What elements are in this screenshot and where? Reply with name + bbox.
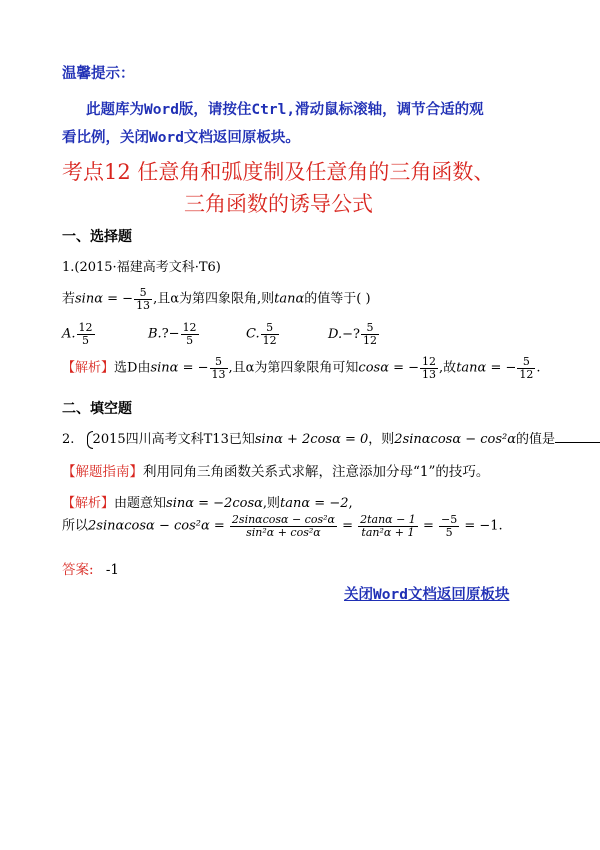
q2-derivation-expr: 2sinαcosα − cos²α = (88, 518, 229, 534)
q2-f1-den: sin²α + cos²α (246, 525, 321, 539)
option-den: 5 (186, 333, 194, 347)
q2-answer (62, 558, 119, 578)
q1-stem-fraction (134, 287, 152, 311)
q1-analysis-cos: cosα (358, 360, 389, 376)
q2-analysis (62, 492, 353, 511)
q2-hint (62, 460, 489, 480)
q1-option-c (246, 322, 328, 346)
q2-answer-value: -1 (105, 562, 120, 578)
option-num: 12 (78, 321, 93, 334)
option-label: B. (148, 326, 162, 342)
option-den: 5 (82, 333, 90, 347)
page-title-line-1: 考点12 任意角和弧度制及任意角的三角函数、 (62, 160, 495, 184)
q1-analysis-mid: ,且α为第四象限角可知 (228, 360, 359, 376)
option-num: 5 (361, 322, 379, 335)
q2-f1-num: 2sinαcosα − cos²α (231, 513, 335, 526)
option-num: 12 (182, 321, 197, 334)
option-prefix: −? (342, 326, 360, 342)
q1-options (62, 322, 380, 346)
option-label: A. (62, 326, 76, 342)
q1-analysis-eq2: = − (388, 360, 420, 376)
q2-analysis-prefix: 由题意知 (114, 496, 167, 511)
q1-stem-sin: sinα (75, 291, 103, 307)
q2-analysis-expr2: tanα = −2 (280, 496, 349, 511)
option-prefix: ?− (161, 326, 180, 342)
q1-stem-tan: tanα (274, 291, 305, 307)
q2-final: = −1. (460, 518, 503, 534)
option-den: 12 (262, 333, 277, 347)
q2-analysis-expr: sinα = −2cosα (166, 496, 263, 511)
q1-option-b (148, 322, 246, 346)
q1-analysis-f2-den: 13 (422, 367, 437, 381)
q2-number: 2. (62, 432, 75, 447)
q1-stem-mid: ,且α为第四象限角,则 (153, 291, 275, 307)
q1-analysis-f3-den: 12 (519, 367, 534, 381)
q2-answer-blank (555, 431, 600, 443)
q1-analysis-sin: sinα (150, 360, 179, 376)
q2-f3-den: 5 (445, 525, 453, 539)
q2-eq2: = (337, 518, 358, 534)
page-title-line-2: 三角函数的诱导公式 (184, 192, 373, 216)
q1-source: 1.(2015·福建高考文科·T6) (62, 260, 221, 275)
q1-analysis-f1-num: 5 (210, 356, 228, 369)
q1-analysis-end: . (536, 360, 541, 376)
q2-analysis-tag: 【解析】 (62, 496, 115, 511)
q2-hint-tag: 【解题指南】 (62, 464, 143, 480)
q1-analysis-prefix: 选D由 (114, 360, 151, 376)
q1-stem-eq: = − (103, 291, 134, 307)
close-document-link[interactable]: 关闭Word文档返回原板块 (344, 587, 510, 603)
q2-stem-expr2: 2sinαcosα − cos²α (394, 432, 517, 447)
q1-analysis-f2-num: 12 (422, 355, 437, 368)
q2-stem-suffix: 的值是 (516, 432, 556, 447)
q2-hint-text: 利用同角三角函数关系式求解，注意添加分母“1”的技巧。 (143, 464, 490, 480)
option-den: 12 (362, 333, 377, 347)
section-heading-choice: 一、选择题 (62, 229, 132, 245)
q2-stem-prefix: 已知 (228, 432, 255, 447)
q2-derivation (62, 514, 503, 538)
q1-analysis-eq1: = − (178, 360, 209, 376)
q1-option-a (62, 322, 148, 346)
q2-f3-num: −5 (440, 513, 458, 526)
q2-f2-den: tan²α + 1 (361, 525, 415, 539)
q2-answer-label: 答案: (62, 562, 94, 578)
section-heading-fill: 二、填空题 (62, 401, 132, 417)
option-num: 5 (261, 322, 279, 335)
q1-analysis-so: ,故 (439, 360, 457, 376)
q1-stem-frac-den: 13 (136, 298, 151, 312)
q2-stem-expr: sinα + 2cosα = 0 (254, 432, 369, 447)
tip-heading: 温馨提示： (62, 66, 135, 82)
q1-analysis-tan: tanα (456, 360, 487, 376)
tip-line-1: 此题库为Word版，请按住Ctrl,滑动鼠标滚轴，调节合适的观 (86, 102, 484, 118)
option-label: D. (328, 326, 343, 342)
q2-analysis-mid: ,则 (262, 496, 281, 511)
tip-line-2: 看比例，关闭Word文档返回原板块。 (62, 130, 300, 146)
q1-analysis (62, 356, 541, 380)
q2-analysis-end: , (348, 496, 353, 511)
q1-stem (62, 287, 371, 311)
q2-source: 2015四川高考文科T13 (92, 432, 229, 447)
q1-stem-frac-num: 5 (134, 287, 152, 300)
q2-stem-mid: ，则 (368, 432, 395, 447)
q1-option-d (328, 321, 380, 347)
option-label: C. (246, 326, 260, 342)
q1-analysis-f3-num: 5 (517, 356, 535, 369)
q1-analysis-tag: 【解析】 (62, 360, 115, 376)
q1-analysis-f1-den: 13 (211, 367, 226, 381)
q1-stem-prefix: 若 (62, 291, 76, 307)
q1-stem-suffix: 的值等于( ) (304, 291, 371, 307)
q2-derivation-prefix: 所以 (62, 518, 89, 534)
q1-analysis-eq3: = − (486, 360, 517, 376)
q2-eq3: = (418, 518, 438, 534)
q2-stem (62, 428, 600, 449)
q2-f2-num: 2tanα − 1 (360, 513, 416, 526)
